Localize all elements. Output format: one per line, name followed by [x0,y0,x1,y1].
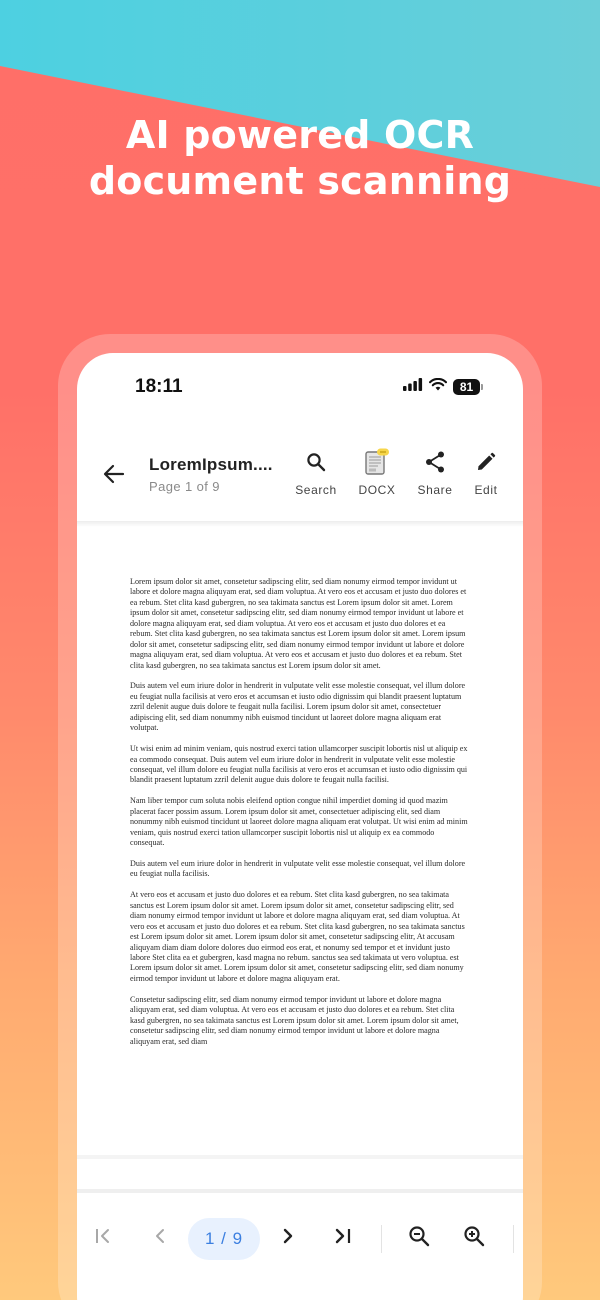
paragraph: Ut wisi enim ad minim veniam, quis nostrud exerci tation ullamcorper suscipit lobortis nisl ut aliquip ex ea commodo consequat. Duis autem vel eum iriure dolor in hendrerit in vulputate velit esse molestie consequat, vel illum dolore eu feugiat nulla facilisis at vero eros et accumsan et iusto odio dignissim qui blandit praesent luptatum zzril delenit augue duis dolore te feugait nulla facilisi. [130,744,468,785]
docx-button[interactable] [349,451,405,497]
toolbar-divider [381,1225,382,1253]
phone-screen [77,353,523,1300]
page-subtitle: Page 1 of 9 [149,479,220,494]
document-title: LoremIpsum.... [149,455,273,474]
chevron-right-icon [282,1228,294,1249]
headline-line-2: document scanning [88,159,512,203]
pencil-icon [476,452,496,477]
paragraph: Nam liber tempor cum soluta nobis eleifend option congue nihil imperdiet doming id quod mazim placerat facer possim assum. Lorem ipsum dolor sit amet, consectetuer adipiscing elit, sed diam nonummy nibh euismod tincidunt ut laoreet dolore magna aliquam erat volutpat. Ut wisi enim ad minim veniam, quis nostrud exerci tation ullamcorper suscipit lobortis nisl ut aliquip ex ea commodo consequat. [130,796,468,848]
battery-nub [481,384,483,390]
zoom-in-icon [463,1225,485,1252]
share-button[interactable] [407,451,463,497]
prev-page-button[interactable] [143,1221,177,1255]
zoom-in-button[interactable] [457,1221,491,1255]
app-bar [77,441,523,517]
paragraph: Lorem ipsum dolor sit amet, consetetur sadipscing elitr, sed diam nonumy eirmod tempor invidunt ut labore et dolore magna aliquyam erat, sed diam voluptua. At vero eos et accusam et justo duo dolores et ea rebum. Stet clita kasd gubergren, no sea takimata sanctus est Lorem ipsum dolor sit amet. Lorem ipsum dolor sit amet, consetetur sadipscing elitr, sed diam nonumy eirmod tempor invidunt ut labore et dolore magna aliquyam erat, sed diam voluptua. At vero eos et accusam et justo duo dolores et ea rebum. Stet clita kasd gubergren, no sea takimata sanctus est Lorem ipsum dolor sit amet. Lorem ipsum dolor sit amet, consetetur sadipscing elitr, sed diam nonumy eirmod tempor invidunt ut labore et dolore magna aliquyam erat, sed diam voluptua. At vero eos et accusam et justo duo dolores et ea rebum. Stet clita kasd gubergren, no sea takimata sanctus est Lorem ipsum dolor sit amet. [130,577,467,670]
status-bar [77,353,523,423]
promo-headline [0,112,600,204]
share-icon [425,451,445,478]
wifi-icon [429,378,447,396]
edit-button[interactable] [458,451,514,497]
zoom-out-button[interactable] [402,1221,436,1255]
battery-icon: 81 [453,379,480,395]
last-page-button[interactable] [326,1221,360,1255]
chevron-left-icon [154,1228,166,1249]
docx-file-icon [364,448,390,481]
share-label: Share [417,483,453,497]
toolbar-divider [513,1225,514,1253]
first-page-icon [95,1228,113,1249]
zoom-out-icon [408,1225,430,1252]
search-button[interactable] [288,451,344,497]
signal-icon [403,378,423,396]
status-time: 18:11 [135,376,183,397]
bottom-toolbar [77,1215,523,1263]
next-page-button[interactable] [271,1221,305,1255]
headline-line-1: AI powered OCR [125,113,475,157]
last-page-icon [334,1228,352,1249]
status-icons [403,378,483,396]
action-group [77,451,523,511]
edit-label: Edit [474,483,498,497]
paragraph: At vero eos et accusam et justo duo dolores et ea rebum. Stet clita kasd gubergren, no sea takimata sanctus est Lorem ipsum dolor sit amet. Lorem ipsum dolor sit amet, consetetur sadipscing elitr, sed diam nonumy eirmod tempor invidunt ut labore et dolore magna aliquyam erat, sed diam voluptua. At vero eos et accusam et justo duo dolores et ea rebum. Stet clita kasd gubergren, no sea takimata sanctus est Lorem ipsum dolor sit amet. Lorem ipsum dolor sit amet, consetetur sadipscing elitr, At accusam aliquyam diam diam dolore dolores duo eirmod eos erat, et nonumy sed tempor et et invidunt justo labore Stet clita ea et gubergren, kasd magna no rebum. sanctus sea sed takimata ut vero voluptua. est Lorem ipsum dolor sit amet. Lorem ipsum dolor sit amet, consetetur sadipscing elitr, sed diam nonumy eirmod tempor invidunt ut labore et dolore magna aliquyam erat. [130,890,465,983]
document-page[interactable] [77,527,523,1153]
docx-label: DOCX [358,483,396,497]
paragraph: Duis autem vel eum iriure dolor in hendrerit in vulputate velit esse molestie consequat, vel illum dolore eu feugiat nulla facilisis. [130,858,466,879]
paragraph: Consetetur sadipscing elitr, sed diam nonumy eirmod tempor invidunt ut labore et dolore magna aliquyam erat, sed diam voluptua. At vero eos et accusam et justo duo dolores et ea rebum. Stet clita kasd gubergren, no sea takimata sanctus est Lorem ipsum dolor sit amet. Lorem ipsum dolor sit amet, consetetur sadipscing elitr, sed diam nonumy eirmod tempor invidunt ut labore et dolore magna aliquyam erat, sed diam [130,994,459,1046]
bottom-bar-divider [77,1189,523,1193]
first-page-button[interactable] [87,1221,121,1255]
search-icon [306,452,326,477]
paragraph: Duis autem vel eum iriure dolor in hendrerit in vulputate velit esse molestie consequat, vel illum dolore eu feugiat nulla facilisis at vero eros et accumsan et iusto odio dignissim qui blandit praesent luptatum zzril delenit augue duis dolore te feugait nulla facilisi. Lorem ipsum dolor sit amet, consectetuer adipiscing elit, sed diam nonummy nibh euismod tincidunt ut laoreet dolore magna aliquam erat volutpat. [130,681,466,733]
page-separator [77,1155,523,1159]
page-indicator[interactable]: 1 / 9 [188,1218,260,1260]
document-text [130,577,470,1057]
search-label: Search [295,483,337,497]
